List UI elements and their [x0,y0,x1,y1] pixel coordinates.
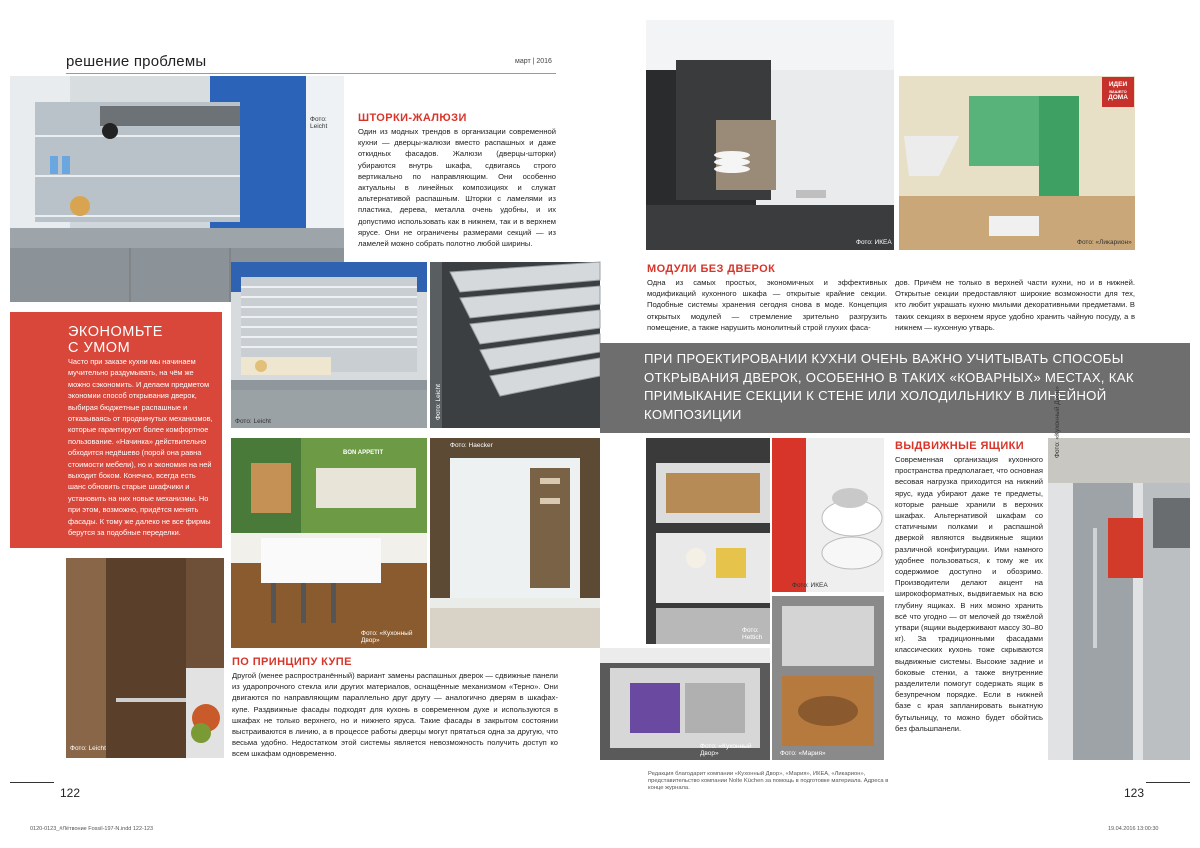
article-body-kupe: Другой (менее распространённый) вариант замены распашных дверок — сдвижные панели из ударопрочного стекла или других материалов, оснащённые механизмом «Терно». Они двигаются по направляющим параллельно друг другу — аналогично дверям в шкафах-купе. Раздвижные фасады подходят для кухонь в современном духе и используются в шкафах не только верхнего, но и нижнего яруса. Такие фасады в закрытом состоянии выстраиваются в линию, а в процессе работы дверцы могут прятаться одна за другую, что весьма удобно. Недостатком этой системы является невозможность получить доступ ко всем шкафам одновременно. [232,671,558,759]
photo-caption: Фото: Leicht [235,418,271,425]
sidebar-red-box [10,312,222,548]
logo-line2: ВАШЕГО [1109,89,1127,94]
photo-kuhonny-cutlery-drawer [600,648,770,760]
photo-haecker-sliding-doors [430,438,600,648]
article-title-yashiki: ВЫДВИЖНЫЕ ЯЩИКИ [895,440,1025,452]
article-body-moduli-col2: дов. Причём не только в верхней части кухни, но и в нижней. Открытые секции предоставляют широкие возможности для тех, кто любит украшать кухню милыми декоративными предметами. В таких секциях в верхнем ярусе удобно хранить чайную посуду, а в нижнем — кухонную утварь. [895,278,1135,332]
file-timestamp: 19.04.2016 13:00:30 [1108,826,1159,832]
section-label: решение проблемы [66,53,207,70]
photo-caption: Фото: «Кухонный Двор» [700,743,752,757]
page-rule-left [10,782,54,783]
header-rule [66,73,556,74]
article-title-moduli: МОДУЛИ БЕЗ ДВЕРОК [647,263,776,275]
page-number-left: 122 [60,786,81,800]
logo-line3: ДОМА [1108,94,1128,101]
photo-hettich-drawers [646,438,770,644]
photo-kuhonny-dvor-kitchen [231,438,427,648]
photo-caption: Фото: ИКЕА [856,239,892,246]
photo-likarion-green-kitchen [899,76,1135,250]
file-slug: 0120-0123_#Лётвоние Fossil-197-N.indd 122-123 [30,826,154,832]
photo-kuhonny-pullout [1048,386,1190,760]
photo-caption: Фото: Leicht [70,745,106,752]
article-body-yashiki: Современная организация кухонного пространства предполагает, что основная весовая нагрузка приходится на нижний ярус, куда убирают даже те предметы, которые раньше хранили в верхних шкафах. Альтернативой шкафам со статичными полками и распашной дверкой являются выдвижные ящики различной конфигурации. Ими намного удобнее пользоваться, к тому же их содержимое доступно и обозримо. Производители делают акцент на широкоформатных, выдвигаемых на всю глубину ящиках. В них можно хранить всё что угодно — от мелочей до тяжёлой утвари (ящики выдерживают массу 30–80 кг). За традиционными фасадами классических кухонь тоже скрываются выдвижные системы. Высокие задние и боковые стенки, а также внутренние разделители помогут содержать ящик в безупречном порядке. Если в нижней базе с края запланировать выкатную бутыльницу, то можно будет обойтись без фальшпанели. [895,455,1044,733]
photo-ikea-open-modules [646,20,894,250]
photo-ikea-red-corner [772,438,884,592]
photo-caption: Фото: Leicht [310,116,328,130]
photo-leicht-wood-cabinet [66,558,224,758]
photo-caption: Фото: Haecker [450,442,493,449]
pull-quote-band [600,343,1190,433]
sidebar-title-line2: С УМОМ [68,340,131,356]
photo-louvre-closeup [430,262,600,428]
photo-caption: Фото: «Кухонный Двор» [1054,386,1061,458]
article-body-shtorki: Один из модных трендов в организации современной кухни — дверцы-жалюзи вместо распашных и даже откидных фасадов. Жалюзи (дверцы-шторки) убираются внутрь шкафа, сдвигаясь строго вертикально по направляющим. Они особенно актуальны в линейных композициях и служат альтернативой распашным. Шторки с ламелями из пластика, дерева, металла очень удобны, и их допустимо использовать как в нижнем, так и в верхнем ярусе. Они не ограничены размерами секций — из ламелей можно собрать полотно любой ширины. [358,127,556,249]
photo-marii-drawer [772,596,884,760]
photo-leicht-louvre-kitchen [231,262,427,428]
article-title-kupe: ПО ПРИНЦИПУ КУПЕ [232,656,352,668]
pull-quote-text: ПРИ ПРОЕКТИРОВАНИИ КУХНИ ОЧЕНЬ ВАЖНО УЧИТЫВАТЬ СПОСОБЫ ОТКРЫВАНИЯ ДВЕРОК, ОСОБЕННО В ТАКИХ «КОВАРНЫХ» МЕСТАХ, КАК ПРИМЫКАНИЕ СЕКЦИИ К СТЕНЕ ИЛИ ХОЛОДИЛЬНИКУ В ЛИНЕЙНОЙ КОМПОЗИЦИИ [644,351,1134,422]
sidebar-body: Часто при заказе кухни мы начинаем мучительно раздумывать, на чём же можно сэкономить. И делаем предметом экономии способ открывания дверок, выбирая бюджетные распашные и отказываясь от продвинутых механизмов, которые гарантируют более комфортное пользование. «Начинка» действительно обходится недёшево (порой она равна стоимости мебели), но и экономия на ней выходит боком. Конечно, всегда есть шанс обновить старые шкафчики и установить на них новые механизмы. Но при этом, возможно, придётся менять фасады. К тому же далеко не все фирмы берутся за подобные переделки. [68,357,213,538]
page-rule-right [1146,782,1190,783]
photo-caption: Фото: ИКЕА [792,582,828,589]
photo-caption: Фото: Leicht [435,384,442,420]
photo-caption: Фото: «Кухонный Двор» [361,630,413,644]
issue-date: март | 2016 [515,58,552,65]
bon-appetit-sign: BON APPETIT [343,450,384,456]
credits-note: Редакция благодарит компании «Кухонный Двор», «Мария», ИКЕА, «Ликарион», представительство компании Nolte Küchen за помощь в подготовке материала. Адреса в конце журнала. [648,771,889,791]
brand-logo [1102,77,1134,107]
logo-line1: ИДЕИ [1108,81,1128,88]
page-number-right: 123 [1124,786,1145,800]
sidebar-title [68,324,163,356]
article-title-shtorki: ШТОРКИ-ЖАЛЮЗИ [358,112,467,124]
article-body-moduli-col1: Одна из самых простых, экономичных и эффективных модификаций кухонного шкафа — открытые крайние секции. Подобные системы хранения сегодня снова в моде. Концепция открытых модулей — стремление зрительно разгрузить помещение, а также нарушить монолитный строй глухих фаса- [647,278,887,332]
sidebar-title-line1: ЭКОНОМЬТЕ [68,324,163,340]
photo-caption: Фото: Hettich [742,627,763,641]
photo-caption: Фото: «Ликарион» [1077,239,1132,246]
photo-caption: Фото: «Мария» [780,750,826,757]
